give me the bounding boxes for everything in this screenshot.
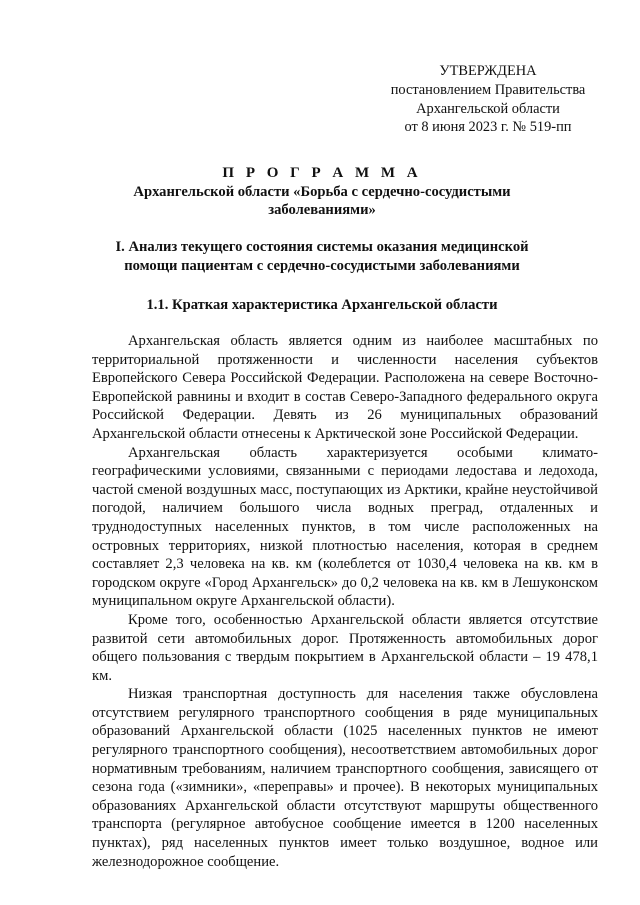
paragraph: Низкая транспортная доступность для населения также обусловлена отсутствием регулярного транспортного сообщения в ряде муниципальных образований Архангельской области (1025 населенных пунктов не имеют регулярного транспортного сообщения), несоответствием автомобильных дорог нормативным требованиям, наличием транспортного сообщения, зависящего от сезона года («зимники», «переправы» и прочее). В некоторых муниципальных образованиях Архангельской области отсутствуют маршруты общественного транспорта (регулярное автобусное сообщение имеется в 1200 населенных пунктах), ряд населенных пунктов имеет только воздушное, водное или железнодорожное сообщение. <box>92 686 598 870</box>
paragraph: Кроме того, особенностью Архангельской области является отсутствие развитой сети автомобильных дорог. Протяженность автомобильных дорог общего пользования с твердым покрытием в Архангельской области – 19 478,1 км. <box>92 611 598 684</box>
approval-line-date: от 8 июня 2023 г. № 519-пп <box>404 119 572 136</box>
program-title-line-1: Архангельской области «Борьба с сердечно-сосудистыми <box>133 183 511 200</box>
paragraph: Архангельская область является одним из наиболее масштабных по территориальной протяженности и численности населения субъектов Европейского Севера Российской Федерации. Расположена на севере Восточно-Европейской равнины и входит в состав Северо-Западного федерального округа Российской Федерации. Девять из 26 муниципальных образований Архангельской области отнесены к Арктической зоне Российской Федерации. <box>92 333 598 442</box>
body-text <box>92 332 598 871</box>
section-heading-line-1: I. Анализ текущего состояния системы оказания медицинской <box>115 239 529 255</box>
program-title <box>90 164 554 220</box>
program-title-line-2: заболеваниями» <box>268 202 376 219</box>
approval-line-region: Архангельской области <box>416 100 560 117</box>
program-word: П Р О Г Р А М М А <box>222 165 422 181</box>
section-heading-line-2: помощи пациентам с сердечно-сосудистыми заболеваниями <box>124 257 520 274</box>
approval-line-decree: постановлением Правительства <box>390 81 586 98</box>
subsection-heading-text: 1.1. Краткая характеристика Архангельской области <box>146 297 498 313</box>
section-heading <box>90 238 554 275</box>
approval-line-approved: УТВЕРЖДЕНА <box>439 63 537 79</box>
paragraph: Архангельская область характеризуется особыми климато-географическими условиями, связанными с периодами ледостава и ледохода, частой сменой воздушных масс, поступающих из Арктики, крайне неустойчивой погодой, наличием большого числа водных преград, отдаленных и труднодоступных населенных пунктов, в том числе расположенных на островных территориях, низкой плотностью населения, которая в среднем составляет 2,3 человека на кв. км (колеблется от 1030,4 человека на кв. км в городском округе «Город Архангельск» до 0,2 человека на кв. км в Лешуконском муниципальном округе Архангельской области). <box>92 444 598 610</box>
approval-stamp <box>370 62 606 137</box>
subsection-heading <box>90 296 554 315</box>
